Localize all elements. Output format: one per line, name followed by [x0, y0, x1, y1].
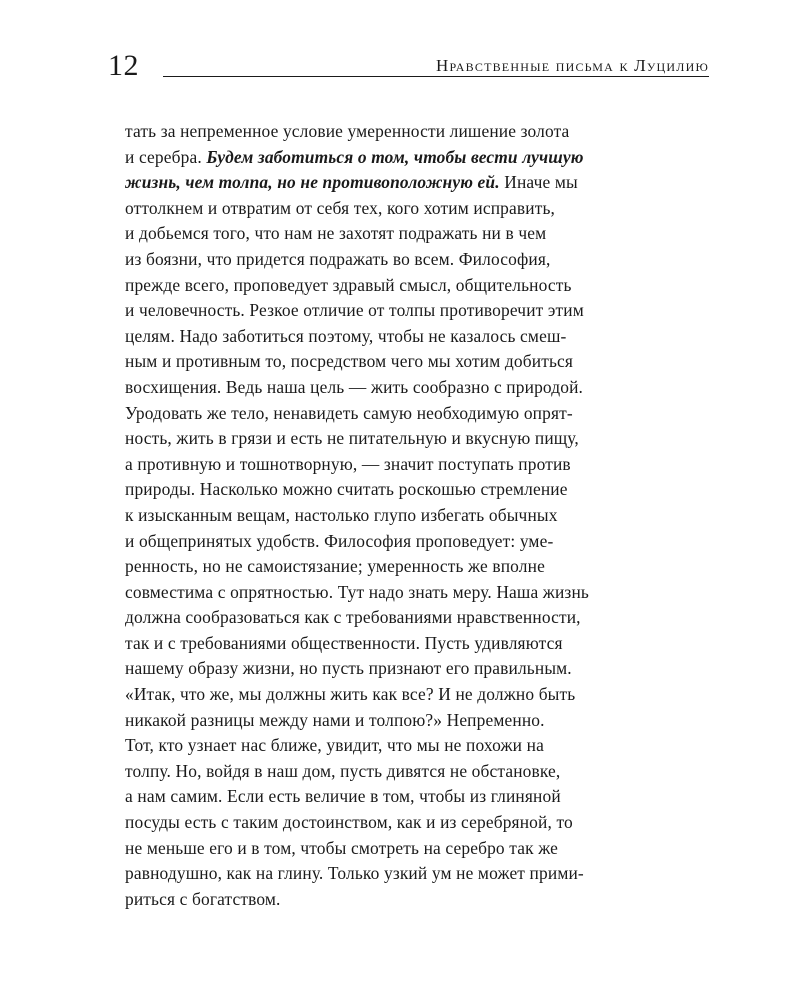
- text-line: природы. Насколько можно считать роскошью стремление: [125, 479, 568, 500]
- text-line: равнодушно, как на глину. Только узкий ум не может прими-: [125, 863, 584, 884]
- text-line: ренность, но не самоистязание; умеренность же вполне: [125, 556, 545, 577]
- text-line: и добьемся того, что нам не захотят подражать ни в чем: [125, 223, 547, 244]
- text-line: нашему образу жизни, но пусть признают его правильным.: [125, 658, 572, 679]
- text-line: не меньше его и в том, чтобы смотреть на серебро так же: [125, 837, 558, 858]
- text-line: так и с требованиями общественности. Пусть удивляются: [125, 632, 563, 653]
- text-line: целям. Надо заботиться поэтому, чтобы не казалось смеш-: [125, 325, 567, 346]
- text-line: [125, 170, 705, 196]
- emphasized-text: Будем заботиться о том, чтобы вести лучшую: [206, 146, 584, 167]
- text-line: восхищения. Ведь наша цель — жить сообразно с природой.: [125, 376, 584, 397]
- text-line: толпу. Но, войдя в наш дом, пусть дивятся не обстановке,: [125, 760, 561, 781]
- text-line: ность, жить в грязи и есть не питательную и вкусную пищу,: [125, 428, 579, 449]
- text-line: к изысканным вещам, настолько глупо избегать обычных: [125, 504, 558, 525]
- text-line: а нам самим. Если есть величие в том, чтобы из глиняной: [125, 786, 561, 807]
- text-line: оттолкнем и отвратим от себя тех, кого хотим исправить,: [125, 197, 556, 218]
- text-line: Уродовать же тело, ненавидеть самую необходимую опрят-: [125, 402, 573, 423]
- text-line: [125, 145, 705, 171]
- text-line: ным и противным то, посредством чего мы хотим добиться: [125, 351, 574, 372]
- text-line: никакой разницы между нами и толпою?» Непременно.: [125, 709, 545, 730]
- text-line: совместима с опрятностью. Тут надо знать меру. Наша жизнь: [125, 581, 589, 602]
- text-line: и общепринятых удобств. Философия проповедует: уме-: [125, 530, 554, 551]
- page-number: 12: [108, 49, 139, 82]
- text-line: и человечность. Резкое отличие от толпы противоречит этим: [125, 300, 584, 321]
- text-line: а противную и тошнотворную, — значит поступать против: [125, 453, 571, 474]
- emphasized-text: жизнь, чем толпа, но не противоположную ей.: [125, 172, 500, 193]
- text-segment: и серебра.: [125, 146, 207, 167]
- text-line: из боязни, что придется подражать во всем. Философия,: [125, 248, 551, 269]
- text-line: должна сообразоваться как с требованиями нравственности,: [125, 607, 581, 628]
- text-line: Тот, кто узнает нас ближе, увидит, что мы не похожи на: [125, 735, 544, 756]
- header-rule: [163, 76, 709, 77]
- text-segment: Иначе мы: [499, 172, 578, 193]
- text-line: риться с богатством.: [125, 888, 281, 909]
- body-text: [125, 119, 705, 912]
- text-line: «Итак, что же, мы должны жить как все? И не должно быть: [125, 684, 576, 705]
- text-line: прежде всего, проповедует здравый смысл, общительность: [125, 274, 572, 295]
- running-head: Нравственные письма к Луцилию: [435, 56, 709, 75]
- text-line: посуды есть с таким достоинством, как и из серебряной, то: [125, 812, 573, 833]
- text-line: тать за непременное условие умеренности лишение золота: [125, 121, 570, 141]
